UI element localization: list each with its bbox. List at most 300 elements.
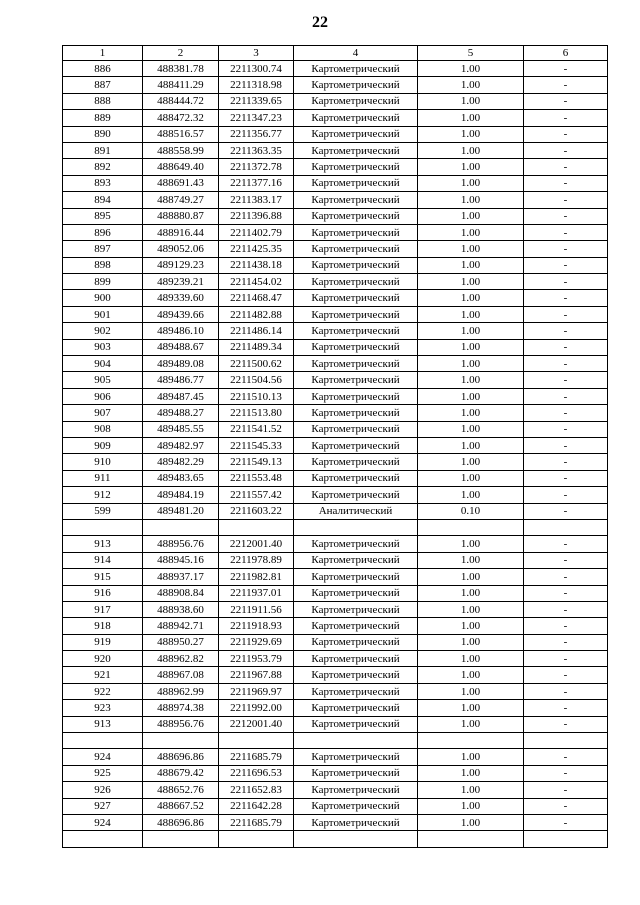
point-number-cell: 909 <box>63 437 143 453</box>
x-coordinate-cell: 488916.44 <box>143 224 219 240</box>
y-coordinate-cell: 2211396.88 <box>219 208 294 224</box>
x-coordinate-cell: 488950.27 <box>143 634 219 650</box>
x-coordinate-cell: 488696.86 <box>143 749 219 765</box>
accuracy-cell: 1.00 <box>418 110 524 126</box>
method-cell: Картометрический <box>294 667 418 683</box>
method-cell: Картометрический <box>294 651 418 667</box>
note-cell: - <box>524 339 608 355</box>
accuracy-cell: 1.00 <box>418 257 524 273</box>
note-cell: - <box>524 224 608 240</box>
table-row <box>63 339 608 355</box>
table-header-row <box>63 46 608 61</box>
x-coordinate-cell: 488956.76 <box>143 536 219 552</box>
point-number-cell: 924 <box>63 814 143 830</box>
method-cell: Картометрический <box>294 323 418 339</box>
table-row <box>63 519 608 535</box>
note-cell: - <box>524 716 608 732</box>
accuracy-cell: 1.00 <box>418 552 524 568</box>
point-number-cell: 922 <box>63 683 143 699</box>
point-number-cell: 886 <box>63 61 143 77</box>
point-number-cell: 925 <box>63 765 143 781</box>
point-number-cell: 901 <box>63 306 143 322</box>
method-cell: Картометрический <box>294 224 418 240</box>
method-cell: Картометрический <box>294 388 418 404</box>
header-cell: 3 <box>219 46 294 61</box>
table-row <box>63 290 608 306</box>
method-cell: Картометрический <box>294 716 418 732</box>
method-cell: Картометрический <box>294 585 418 601</box>
method-cell: Картометрический <box>294 470 418 486</box>
method-cell: Картометрический <box>294 700 418 716</box>
point-number-cell: 899 <box>63 274 143 290</box>
y-coordinate-cell: 2211500.62 <box>219 356 294 372</box>
method-cell: Картометрический <box>294 126 418 142</box>
note-cell: - <box>524 323 608 339</box>
y-coordinate-cell: 2211541.52 <box>219 421 294 437</box>
note-cell: - <box>524 700 608 716</box>
method-cell <box>294 733 418 749</box>
table-row <box>63 798 608 814</box>
point-number-cell: 892 <box>63 159 143 175</box>
note-cell: - <box>524 798 608 814</box>
accuracy-cell: 1.00 <box>418 437 524 453</box>
y-coordinate-cell: 2211318.98 <box>219 77 294 93</box>
y-coordinate-cell: 2211372.78 <box>219 159 294 175</box>
accuracy-cell: 1.00 <box>418 61 524 77</box>
x-coordinate-cell <box>143 733 219 749</box>
x-coordinate-cell: 488938.60 <box>143 601 219 617</box>
y-coordinate-cell: 2211549.13 <box>219 454 294 470</box>
accuracy-cell: 1.00 <box>418 372 524 388</box>
point-number-cell: 898 <box>63 257 143 273</box>
x-coordinate-cell: 488667.52 <box>143 798 219 814</box>
note-cell: - <box>524 814 608 830</box>
table-row <box>63 716 608 732</box>
y-coordinate-cell: 2211482.88 <box>219 306 294 322</box>
x-coordinate-cell: 488974.38 <box>143 700 219 716</box>
header-cell: 5 <box>418 46 524 61</box>
note-cell: - <box>524 77 608 93</box>
accuracy-cell: 0.10 <box>418 503 524 519</box>
accuracy-cell: 1.00 <box>418 142 524 158</box>
table-row <box>63 208 608 224</box>
note-cell: - <box>524 192 608 208</box>
note-cell: - <box>524 274 608 290</box>
accuracy-cell: 1.00 <box>418 716 524 732</box>
accuracy-cell: 1.00 <box>418 290 524 306</box>
y-coordinate-cell: 2211383.17 <box>219 192 294 208</box>
table-row <box>63 159 608 175</box>
accuracy-cell: 1.00 <box>418 651 524 667</box>
y-coordinate-cell: 2211300.74 <box>219 61 294 77</box>
note-cell: - <box>524 421 608 437</box>
method-cell: Картометрический <box>294 487 418 503</box>
table-row <box>63 667 608 683</box>
y-coordinate-cell: 2211402.79 <box>219 224 294 240</box>
table-row <box>63 77 608 93</box>
x-coordinate-cell: 488880.87 <box>143 208 219 224</box>
accuracy-cell: 1.00 <box>418 487 524 503</box>
accuracy-cell: 1.00 <box>418 683 524 699</box>
accuracy-cell: 1.00 <box>418 388 524 404</box>
coordinates-table-body <box>63 46 608 848</box>
method-cell: Аналитический <box>294 503 418 519</box>
y-coordinate-cell: 2211685.79 <box>219 749 294 765</box>
x-coordinate-cell: 488937.17 <box>143 569 219 585</box>
accuracy-cell: 1.00 <box>418 470 524 486</box>
point-number-cell: 891 <box>63 142 143 158</box>
x-coordinate-cell: 489487.45 <box>143 388 219 404</box>
point-number-cell: 888 <box>63 93 143 109</box>
point-number-cell: 905 <box>63 372 143 388</box>
coordinates-table <box>62 45 608 848</box>
method-cell: Картометрический <box>294 814 418 830</box>
table-row <box>63 192 608 208</box>
accuracy-cell: 1.00 <box>418 749 524 765</box>
method-cell <box>294 519 418 535</box>
method-cell: Картометрический <box>294 241 418 257</box>
method-cell: Картометрический <box>294 110 418 126</box>
point-number-cell: 889 <box>63 110 143 126</box>
point-number-cell <box>63 519 143 535</box>
x-coordinate-cell: 488956.76 <box>143 716 219 732</box>
note-cell: - <box>524 487 608 503</box>
note-cell: - <box>524 356 608 372</box>
y-coordinate-cell: 2211642.28 <box>219 798 294 814</box>
x-coordinate-cell: 488942.71 <box>143 618 219 634</box>
accuracy-cell: 1.00 <box>418 339 524 355</box>
x-coordinate-cell: 488967.08 <box>143 667 219 683</box>
point-number-cell: 920 <box>63 651 143 667</box>
method-cell: Картометрический <box>294 782 418 798</box>
table-row <box>63 651 608 667</box>
y-coordinate-cell: 2211339.65 <box>219 93 294 109</box>
y-coordinate-cell: 2211486.14 <box>219 323 294 339</box>
table-row <box>63 175 608 191</box>
note-cell: - <box>524 405 608 421</box>
x-coordinate-cell: 489488.27 <box>143 405 219 421</box>
method-cell: Картометрический <box>294 208 418 224</box>
method-cell: Картометрический <box>294 634 418 650</box>
note-cell <box>524 831 608 847</box>
table-row <box>63 634 608 650</box>
y-coordinate-cell: 2211696.53 <box>219 765 294 781</box>
note-cell: - <box>524 290 608 306</box>
x-coordinate-cell: 488945.16 <box>143 552 219 568</box>
y-coordinate-cell: 2211982.81 <box>219 569 294 585</box>
point-number-cell: 904 <box>63 356 143 372</box>
accuracy-cell: 1.00 <box>418 93 524 109</box>
note-cell: - <box>524 782 608 798</box>
method-cell: Картометрический <box>294 306 418 322</box>
y-coordinate-cell: 2211513.80 <box>219 405 294 421</box>
accuracy-cell: 1.00 <box>418 798 524 814</box>
note-cell: - <box>524 306 608 322</box>
table-row <box>63 782 608 798</box>
header-cell: 6 <box>524 46 608 61</box>
x-coordinate-cell: 489339.60 <box>143 290 219 306</box>
y-coordinate-cell: 2211911.56 <box>219 601 294 617</box>
accuracy-cell: 1.00 <box>418 274 524 290</box>
accuracy-cell: 1.00 <box>418 569 524 585</box>
table-row <box>63 421 608 437</box>
accuracy-cell: 1.00 <box>418 356 524 372</box>
table-row <box>63 126 608 142</box>
point-number-cell: 917 <box>63 601 143 617</box>
method-cell: Картометрический <box>294 683 418 699</box>
x-coordinate-cell <box>143 831 219 847</box>
x-coordinate-cell: 488679.42 <box>143 765 219 781</box>
point-number-cell: 914 <box>63 552 143 568</box>
note-cell: - <box>524 618 608 634</box>
point-number-cell: 897 <box>63 241 143 257</box>
point-number-cell: 924 <box>63 749 143 765</box>
x-coordinate-cell: 489483.65 <box>143 470 219 486</box>
point-number-cell: 911 <box>63 470 143 486</box>
point-number-cell: 923 <box>63 700 143 716</box>
note-cell <box>524 733 608 749</box>
y-coordinate-cell: 2211918.93 <box>219 618 294 634</box>
method-cell: Картометрический <box>294 257 418 273</box>
x-coordinate-cell: 489129.23 <box>143 257 219 273</box>
x-coordinate-cell: 489489.08 <box>143 356 219 372</box>
method-cell: Картометрический <box>294 618 418 634</box>
note-cell: - <box>524 175 608 191</box>
y-coordinate-cell: 2211603.22 <box>219 503 294 519</box>
y-coordinate-cell: 2211553.48 <box>219 470 294 486</box>
point-number-cell: 915 <box>63 569 143 585</box>
x-coordinate-cell: 489486.10 <box>143 323 219 339</box>
page-number: 22 <box>312 14 328 31</box>
accuracy-cell: 1.00 <box>418 601 524 617</box>
method-cell: Картометрический <box>294 192 418 208</box>
table-row <box>63 257 608 273</box>
method-cell: Картометрический <box>294 437 418 453</box>
method-cell: Картометрический <box>294 274 418 290</box>
point-number-cell: 918 <box>63 618 143 634</box>
y-coordinate-cell: 2211929.69 <box>219 634 294 650</box>
y-coordinate-cell <box>219 519 294 535</box>
accuracy-cell: 1.00 <box>418 224 524 240</box>
table-row <box>63 454 608 470</box>
note-cell: - <box>524 634 608 650</box>
y-coordinate-cell <box>219 733 294 749</box>
table-row <box>63 405 608 421</box>
method-cell: Картометрический <box>294 339 418 355</box>
y-coordinate-cell: 2211937.01 <box>219 585 294 601</box>
table-row <box>63 241 608 257</box>
accuracy-cell: 1.00 <box>418 126 524 142</box>
table-row <box>63 749 608 765</box>
y-coordinate-cell: 2211978.89 <box>219 552 294 568</box>
note-cell: - <box>524 749 608 765</box>
y-coordinate-cell: 2211454.02 <box>219 274 294 290</box>
x-coordinate-cell: 488652.76 <box>143 782 219 798</box>
y-coordinate-cell: 2211969.97 <box>219 683 294 699</box>
y-coordinate-cell: 2211992.00 <box>219 700 294 716</box>
x-coordinate-cell: 488411.29 <box>143 77 219 93</box>
y-coordinate-cell: 2211967.88 <box>219 667 294 683</box>
table-row <box>63 470 608 486</box>
header-cell: 2 <box>143 46 219 61</box>
note-cell: - <box>524 536 608 552</box>
point-number-cell: 907 <box>63 405 143 421</box>
point-number-cell: 903 <box>63 339 143 355</box>
header-cell: 1 <box>63 46 143 61</box>
note-cell: - <box>524 667 608 683</box>
point-number-cell: 921 <box>63 667 143 683</box>
note-cell: - <box>524 61 608 77</box>
accuracy-cell: 1.00 <box>418 814 524 830</box>
note-cell: - <box>524 683 608 699</box>
y-coordinate-cell: 2211468.47 <box>219 290 294 306</box>
x-coordinate-cell: 488472.32 <box>143 110 219 126</box>
point-number-cell: 890 <box>63 126 143 142</box>
note-cell: - <box>524 142 608 158</box>
note-cell: - <box>524 126 608 142</box>
table-row <box>63 93 608 109</box>
note-cell: - <box>524 503 608 519</box>
y-coordinate-cell: 2211489.34 <box>219 339 294 355</box>
point-number-cell: 906 <box>63 388 143 404</box>
method-cell: Картометрический <box>294 552 418 568</box>
method-cell: Картометрический <box>294 159 418 175</box>
y-coordinate-cell: 2211363.35 <box>219 142 294 158</box>
note-cell: - <box>524 208 608 224</box>
method-cell: Картометрический <box>294 765 418 781</box>
x-coordinate-cell: 488649.40 <box>143 159 219 175</box>
y-coordinate-cell: 2211425.35 <box>219 241 294 257</box>
point-number-cell: 913 <box>63 716 143 732</box>
x-coordinate-cell: 489484.19 <box>143 487 219 503</box>
accuracy-cell: 1.00 <box>418 306 524 322</box>
x-coordinate-cell: 489485.55 <box>143 421 219 437</box>
accuracy-cell: 1.00 <box>418 323 524 339</box>
accuracy-cell: 1.00 <box>418 634 524 650</box>
method-cell: Картометрический <box>294 290 418 306</box>
accuracy-cell: 1.00 <box>418 700 524 716</box>
point-number-cell: 910 <box>63 454 143 470</box>
accuracy-cell: 1.00 <box>418 192 524 208</box>
point-number-cell: 893 <box>63 175 143 191</box>
accuracy-cell: 1.00 <box>418 421 524 437</box>
y-coordinate-cell: 2211377.16 <box>219 175 294 191</box>
table-row <box>63 569 608 585</box>
x-coordinate-cell <box>143 519 219 535</box>
method-cell <box>294 831 418 847</box>
accuracy-cell <box>418 519 524 535</box>
point-number-cell: 895 <box>63 208 143 224</box>
method-cell: Картометрический <box>294 569 418 585</box>
table-row <box>63 110 608 126</box>
table-row <box>63 274 608 290</box>
x-coordinate-cell: 489488.67 <box>143 339 219 355</box>
y-coordinate-cell <box>219 831 294 847</box>
note-cell: - <box>524 437 608 453</box>
header-cell: 4 <box>294 46 418 61</box>
accuracy-cell: 1.00 <box>418 241 524 257</box>
x-coordinate-cell: 489482.97 <box>143 437 219 453</box>
method-cell: Картометрический <box>294 61 418 77</box>
table-row <box>63 503 608 519</box>
note-cell: - <box>524 159 608 175</box>
x-coordinate-cell: 488381.78 <box>143 61 219 77</box>
point-number-cell: 926 <box>63 782 143 798</box>
note-cell <box>524 519 608 535</box>
y-coordinate-cell: 2211685.79 <box>219 814 294 830</box>
point-number-cell <box>63 831 143 847</box>
method-cell: Картометрический <box>294 175 418 191</box>
note-cell: - <box>524 257 608 273</box>
x-coordinate-cell: 489239.21 <box>143 274 219 290</box>
method-cell: Картометрический <box>294 142 418 158</box>
method-cell: Картометрический <box>294 77 418 93</box>
accuracy-cell: 1.00 <box>418 585 524 601</box>
accuracy-cell: 1.00 <box>418 618 524 634</box>
x-coordinate-cell: 488962.99 <box>143 683 219 699</box>
accuracy-cell: 1.00 <box>418 536 524 552</box>
accuracy-cell: 1.00 <box>418 77 524 93</box>
y-coordinate-cell: 2212001.40 <box>219 716 294 732</box>
note-cell: - <box>524 470 608 486</box>
table-row <box>63 618 608 634</box>
x-coordinate-cell: 488962.82 <box>143 651 219 667</box>
table-row <box>63 814 608 830</box>
point-number-cell: 908 <box>63 421 143 437</box>
method-cell: Картометрический <box>294 421 418 437</box>
table-row <box>63 536 608 552</box>
y-coordinate-cell: 2211557.42 <box>219 487 294 503</box>
point-number-cell: 599 <box>63 503 143 519</box>
method-cell: Картометрический <box>294 405 418 421</box>
accuracy-cell <box>418 831 524 847</box>
note-cell: - <box>524 569 608 585</box>
note-cell: - <box>524 372 608 388</box>
y-coordinate-cell: 2211347.23 <box>219 110 294 126</box>
point-number-cell: 919 <box>63 634 143 650</box>
x-coordinate-cell: 488516.57 <box>143 126 219 142</box>
table-row <box>63 552 608 568</box>
method-cell: Картометрический <box>294 798 418 814</box>
method-cell: Картометрический <box>294 93 418 109</box>
y-coordinate-cell: 2211438.18 <box>219 257 294 273</box>
note-cell: - <box>524 454 608 470</box>
y-coordinate-cell: 2211510.13 <box>219 388 294 404</box>
y-coordinate-cell: 2211504.56 <box>219 372 294 388</box>
method-cell: Картометрический <box>294 356 418 372</box>
point-number-cell: 900 <box>63 290 143 306</box>
method-cell: Картометрический <box>294 454 418 470</box>
point-number-cell: 894 <box>63 192 143 208</box>
x-coordinate-cell: 488908.84 <box>143 585 219 601</box>
table-row <box>63 733 608 749</box>
table-row <box>63 765 608 781</box>
x-coordinate-cell: 488444.72 <box>143 93 219 109</box>
x-coordinate-cell: 489481.20 <box>143 503 219 519</box>
y-coordinate-cell: 2211545.33 <box>219 437 294 453</box>
table-row <box>63 306 608 322</box>
table-row <box>63 388 608 404</box>
x-coordinate-cell: 488691.43 <box>143 175 219 191</box>
point-number-cell: 913 <box>63 536 143 552</box>
point-number-cell: 912 <box>63 487 143 503</box>
x-coordinate-cell: 488696.86 <box>143 814 219 830</box>
table-row <box>63 700 608 716</box>
y-coordinate-cell: 2212001.40 <box>219 536 294 552</box>
y-coordinate-cell: 2211356.77 <box>219 126 294 142</box>
table-row <box>63 61 608 77</box>
note-cell: - <box>524 110 608 126</box>
